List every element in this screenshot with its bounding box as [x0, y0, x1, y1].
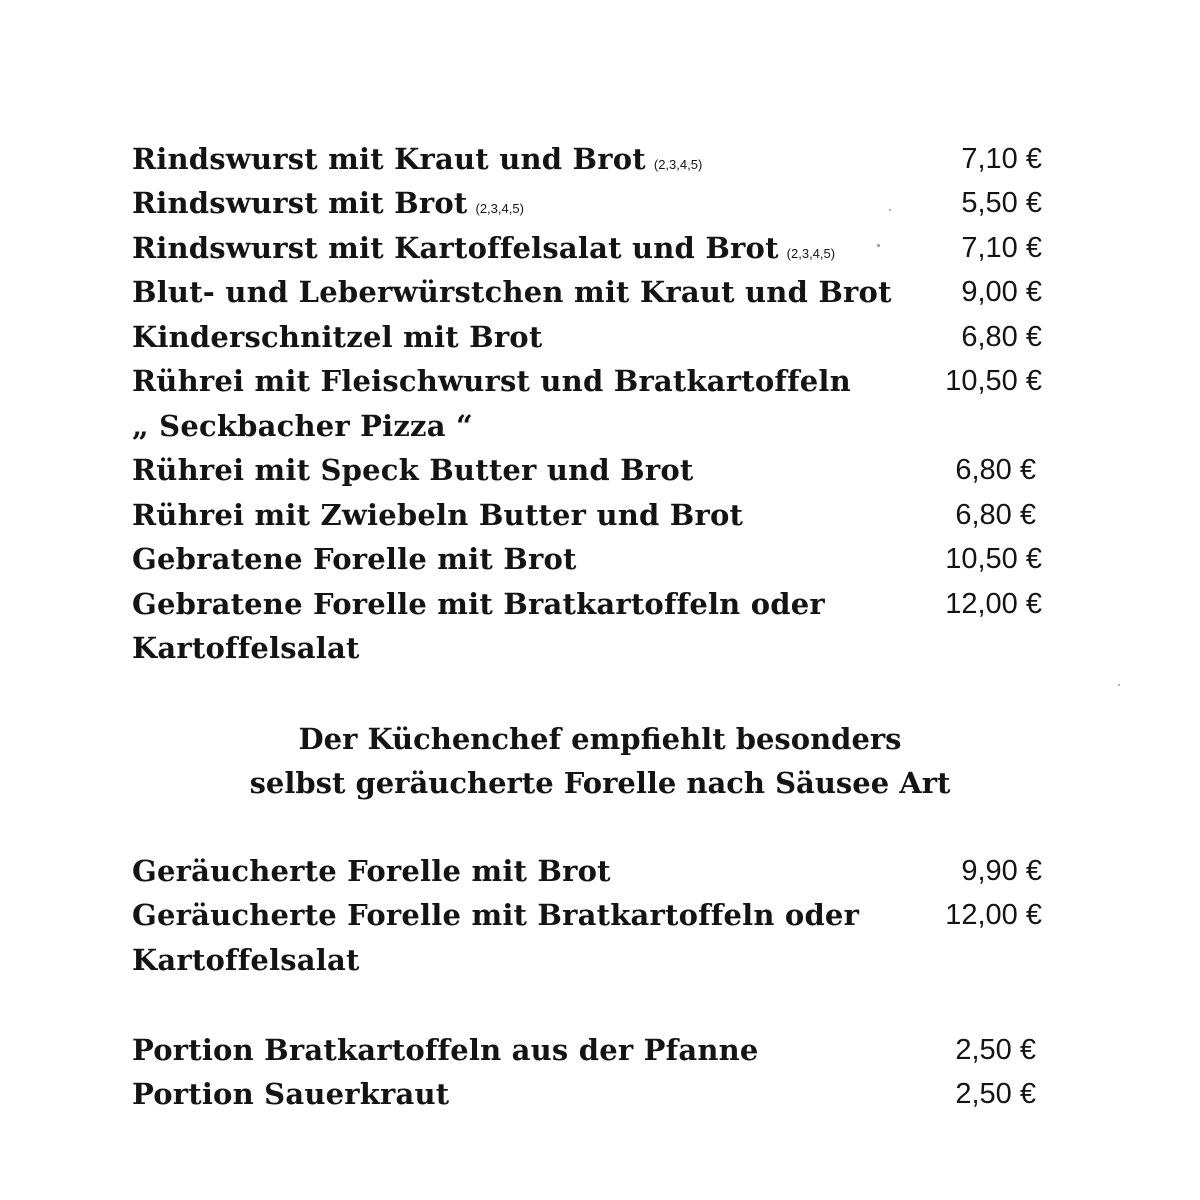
- menu-item-ruehrei-speck: [132, 450, 1036, 490]
- menu-item-blut-leberwuerstchen: [132, 272, 1042, 312]
- scan-speck: [889, 209, 891, 211]
- menu-item-geraeucherte-forelle-bratkartoffeln: [132, 895, 1042, 935]
- menu-item-rindswurst-kartoffelsalat-brot: [132, 228, 1042, 268]
- dish-name: Portion Sauerkraut: [132, 1077, 450, 1111]
- menu-item-geraeucherte-forelle-brot: [132, 851, 1042, 891]
- dish-name: „ Seckbacher Pizza “: [132, 409, 473, 443]
- dish-price: 9,00 €: [961, 276, 1042, 308]
- menu-item-rindswurst-kraut-brot: [132, 139, 1042, 179]
- dish-name: Gebratene Forelle mit Brot: [132, 542, 577, 576]
- dish-price: 5,50 €: [961, 187, 1042, 219]
- recommendation-line-2: selbst geräucherte Forelle nach Säusee Art: [249, 766, 951, 800]
- dish-name: Rindswurst mit Kraut und Brot (2,3,4,5): [132, 142, 703, 176]
- recommendation-line-1: Der Küchenchef empfiehlt besonders: [298, 722, 902, 756]
- dish-price: 6,80 €: [955, 454, 1036, 486]
- dish-name: Kartoffelsalat: [132, 943, 360, 977]
- menu-item-gebratene-forelle-bratkartoffeln: [132, 584, 1042, 624]
- dish-name: Rührei mit Speck Butter und Brot: [132, 453, 694, 487]
- menu-item-kinderschnitzel: [132, 317, 1042, 357]
- dish-name: Geräucherte Forelle mit Bratkartoffeln oder: [132, 898, 860, 932]
- dish-price: 2,50 €: [955, 1078, 1036, 1110]
- dish-price: 12,00 €: [945, 588, 1042, 620]
- dish-name: Gebratene Forelle mit Bratkartoffeln oder: [132, 587, 825, 621]
- dish-price: 9,90 €: [961, 855, 1042, 887]
- dish-price: 12,00 €: [945, 899, 1042, 931]
- allergen-codes: (2,3,4,5): [786, 246, 836, 261]
- dish-name: Rührei mit Fleischwurst und Bratkartoffeln: [132, 364, 851, 398]
- scan-speck: [877, 244, 880, 247]
- menu-item-gebratene-forelle-brot: [132, 539, 1042, 579]
- menu-item-ruehrei-fleischwurst: [132, 361, 1042, 401]
- menu-item-portion-sauerkraut: [132, 1074, 1036, 1114]
- menu-item-portion-bratkartoffeln: [132, 1030, 1036, 1070]
- dish-name: Kinderschnitzel mit Brot: [132, 320, 543, 354]
- dish-name: Blut- und Leberwürstchen mit Kraut und Brot: [132, 275, 892, 309]
- menu-subheading-seckbacher-pizza: [132, 406, 1042, 446]
- dish-name: Portion Bratkartoffeln aus der Pfanne: [132, 1033, 759, 1067]
- dish-name: Geräucherte Forelle mit Brot: [132, 854, 611, 888]
- dish-name: Rührei mit Zwiebeln Butter und Brot: [132, 498, 744, 532]
- dish-price: 6,80 €: [955, 499, 1036, 531]
- dish-price: 10,50 €: [945, 365, 1042, 397]
- menu-item-continuation: [132, 940, 1042, 980]
- dish-price: 7,10 €: [961, 232, 1042, 264]
- menu-item-rindswurst-brot: [132, 183, 1042, 223]
- dish-price: 6,80 €: [961, 321, 1042, 353]
- menu-item-ruehrei-zwiebeln: [132, 495, 1036, 535]
- allergen-codes: (2,3,4,5): [653, 157, 703, 172]
- chef-recommendation: [0, 717, 1200, 805]
- allergen-codes: (2,3,4,5): [475, 201, 524, 216]
- menu-item-continuation: [132, 628, 1042, 668]
- dish-name: Rindswurst mit Brot (2,3,4,5): [132, 186, 524, 220]
- dish-price: 7,10 €: [961, 143, 1042, 175]
- dish-name: Rindswurst mit Kartoffelsalat und Brot (2,3,4,5): [132, 231, 836, 265]
- dish-price: 10,50 €: [945, 543, 1042, 575]
- dish-price: 2,50 €: [955, 1034, 1036, 1066]
- scan-speck: [1118, 684, 1120, 686]
- dish-name: Kartoffelsalat: [132, 631, 360, 665]
